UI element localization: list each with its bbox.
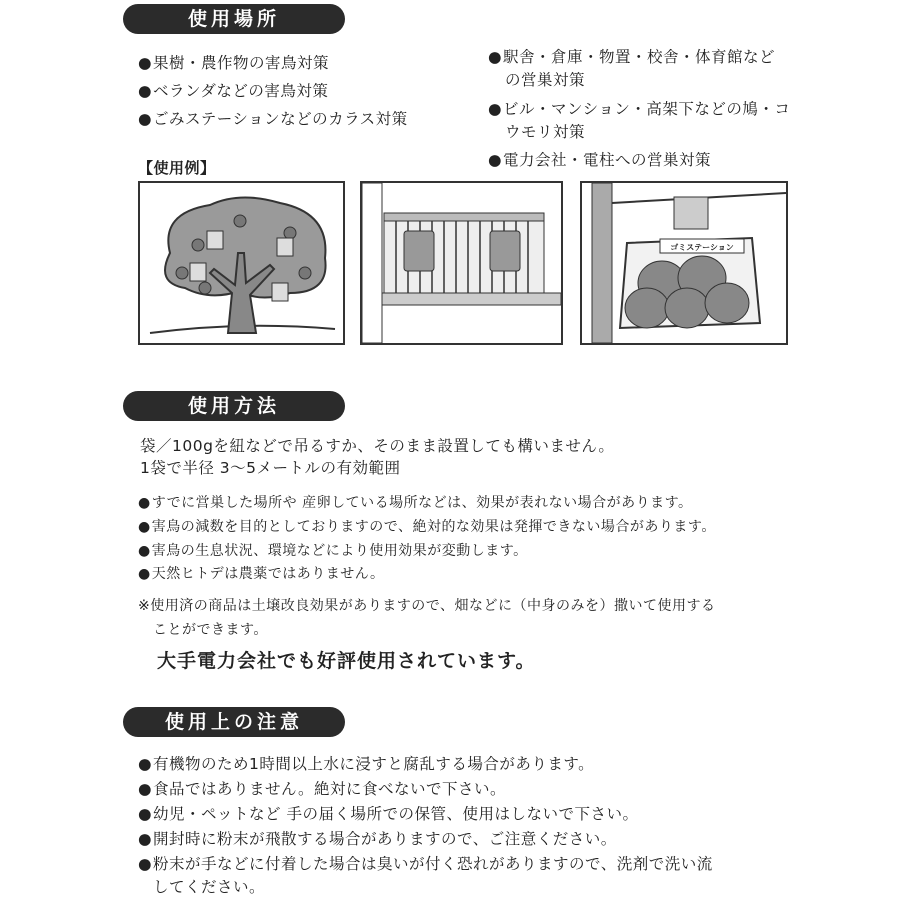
usage-place-item: ● 果樹・農作物の害鳥対策 [138, 51, 329, 73]
usage-place-item-cont: の営巣対策 [505, 71, 586, 89]
section-header-usage-places: 使用場所 [123, 4, 345, 34]
example-garbage-station-illustration [580, 181, 788, 345]
emphasis-text: 大手電力会社でも好評使用されています。 [157, 650, 536, 672]
usage-place-item: ● ビル・マンション・高架下などの鳩・コ [488, 97, 790, 119]
how-to-use-line: 袋／100gを紐などで吊るすか、そのまま設置しても構いません。 [140, 437, 615, 455]
usage-place-item: ● 電力会社・電柱への営巣対策 [488, 148, 711, 170]
section-header-cautions: 使用上の注意 [123, 707, 345, 737]
footnote-cont: ことができます。 [153, 622, 268, 638]
how-to-use-note: ● 害鳥の減数を目的としておりますので、絶対的な効果は発揮できない場合があります。 [138, 516, 716, 536]
how-to-use-note: ● 天然ヒトデは農薬ではありません。 [138, 563, 385, 583]
caution-item: ● 有機物のため1時間以上水に浸すと腐乱する場合があります。 [138, 752, 594, 774]
caution-item: ● 幼児・ペットなど 手の届く場所での保管、使用はしないで下さい。 [138, 802, 638, 824]
garbage-station-sign: ゴミステーション [670, 243, 734, 252]
example-label: 【使用例】 [138, 159, 216, 177]
usage-place-item: ● ベランダなどの害鳥対策 [138, 79, 328, 101]
caution-item: ● 粉末が手などに付着した場合は臭いが付く恐れがありますので、洗剤で洗い流 [138, 852, 713, 874]
usage-place-item-cont: ウモリ対策 [505, 123, 586, 141]
how-to-use-line: 1袋で半径 3〜5メートルの有効範囲 [140, 459, 401, 477]
example-tree-illustration [138, 181, 345, 345]
caution-item: ● 食品ではありません。絶対に食べないで下さい。 [138, 777, 506, 799]
how-to-use-note: ● すでに営巣した場所や 産卵している場所などは、効果が表れない場合があります。 [138, 492, 692, 512]
footnote: ※使用済の商品は土壌改良効果がありますので、畑などに（中身のみを）撒いて使用する [138, 598, 716, 614]
usage-place-item: ● ごみステーションなどのカラス対策 [138, 107, 408, 129]
section-header-how-to-use: 使用方法 [123, 391, 345, 421]
usage-place-item: ● 駅舎・倉庫・物置・校舎・体育館など [488, 45, 775, 67]
example-balcony-illustration [360, 181, 563, 345]
caution-item: ● 開封時に粉末が飛散する場合がありますので、ご注意ください。 [138, 827, 617, 849]
how-to-use-note: ● 害鳥の生息状況、環境などにより使用効果が変動します。 [138, 540, 528, 560]
caution-item-cont: してください。 [153, 878, 266, 896]
